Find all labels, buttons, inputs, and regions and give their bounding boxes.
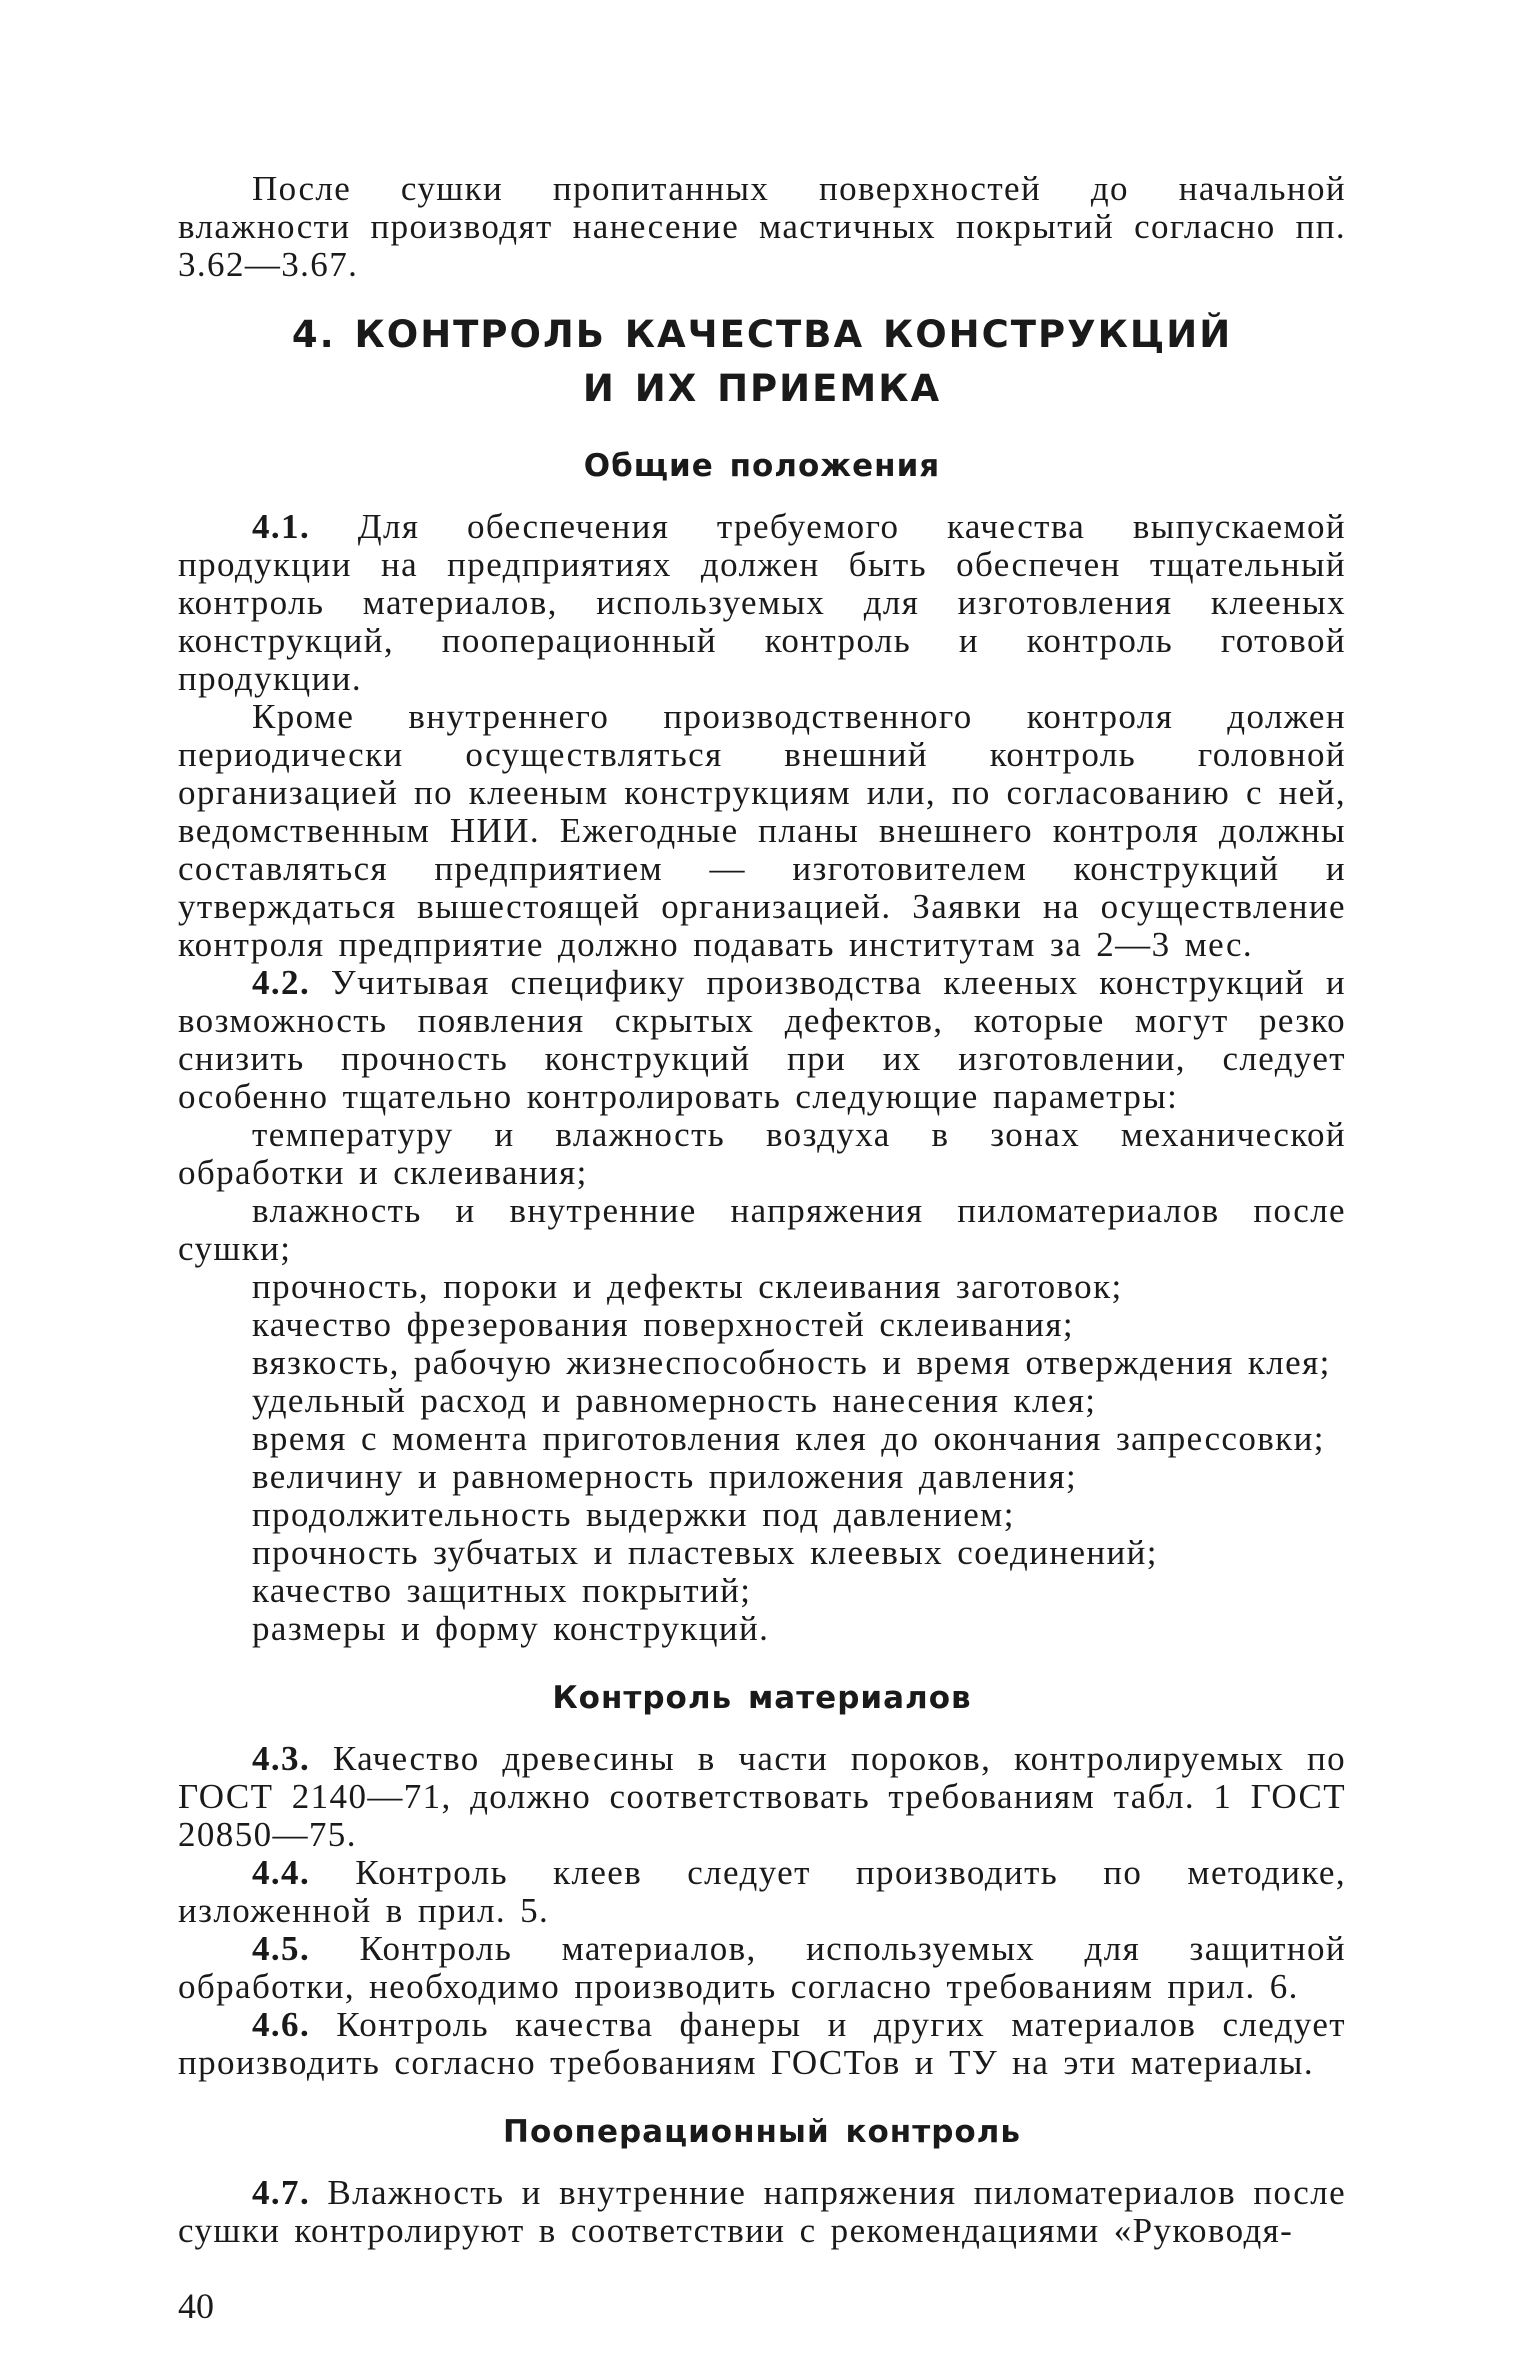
- param-item: прочность зубчатых и пластевых клеевых соединений;: [252, 1533, 1158, 1572]
- param-item: влажность и внутренние напряжения пиломатериалов после сушки;: [178, 1191, 1346, 1268]
- param-item: качество защитных покрытий;: [252, 1571, 752, 1610]
- clause-text: Учитывая специфику производства клееных конструкций и возможность появления скрытых дефектов, которые могут резко снизить прочность конструкций при их изготовлении, следует особенно тщательно контролировать следующие параметры:: [178, 963, 1346, 1116]
- clause-text: Качество древесины в части пороков, контролируемых по ГОСТ 2140—71, должно соответствовать требованиям табл. 1 ГОСТ 20850—75.: [178, 1739, 1346, 1854]
- clause-text: Контроль качества фанеры и других материалов следует производить согласно требованиям ГОСТов и ТУ на эти материалы.: [178, 2005, 1346, 2082]
- clause-number: 4.2.: [252, 963, 311, 1002]
- param-item: удельный расход и равномерность нанесения клея;: [252, 1381, 1097, 1420]
- clause-text: Влажность и внутренние напряжения пиломатериалов после сушки контролируют в соответствии с рекомендациями «Руководя-: [178, 2173, 1346, 2250]
- clause-text: Контроль материалов, используемых для защитной обработки, необходимо производить согласно требованиям прил. 6.: [178, 1929, 1346, 2006]
- paragraph-4-1: [178, 508, 1346, 698]
- page-number: 40: [178, 2286, 214, 2326]
- clause-number: 4.7.: [252, 2173, 311, 2212]
- clause-number: 4.5.: [252, 1929, 311, 1968]
- paragraph-4-6: [178, 2006, 1346, 2082]
- param-item: качество фрезерования поверхностей склеивания;: [252, 1305, 1074, 1344]
- param-item: вязкость, рабочую жизнеспособность и время отверждения клея;: [252, 1343, 1331, 1382]
- paragraph-4-3: [178, 1740, 1346, 1854]
- param-item: продолжительность выдержки под давлением;: [252, 1495, 1015, 1534]
- section-title-line2: И ИХ ПРИЕМКА: [582, 367, 942, 410]
- subheading-materials: Контроль материалов: [552, 1680, 972, 1716]
- page-body: [178, 170, 1346, 2250]
- subheading-operational: Пооперационный контроль: [503, 2114, 1021, 2150]
- intro-paragraph: После сушки пропитанных поверхностей до начальной влажности производят нанесение мастичных покрытий согласно пп. 3.62—3.67.: [178, 169, 1346, 284]
- section-title: [178, 308, 1346, 416]
- paragraph-4-5: [178, 1930, 1346, 2006]
- clause-number: 4.3.: [252, 1739, 311, 1778]
- param-item: величину и равномерность приложения давления;: [252, 1457, 1078, 1496]
- paragraph-4-4: [178, 1854, 1346, 1930]
- clause-text: Контроль клеев следует производить по методике, изложенной в прил. 5.: [178, 1853, 1346, 1930]
- clause-number: 4.6.: [252, 2005, 311, 2044]
- param-item: прочность, пороки и дефекты склеивания заготовок;: [252, 1267, 1123, 1306]
- clause-text: Для обеспечения требуемого качества выпускаемой продукции на предприятиях должен быть обеспечен тщательный контроль материалов, используемых для изготовления клееных конструкций, пооперационный контроль и контроль готовой продукции.: [178, 507, 1346, 698]
- param-item: размеры и форму конструкций.: [252, 1609, 770, 1648]
- param-item: температуру и влажность воздуха в зонах механической обработки и склеивания;: [178, 1115, 1346, 1192]
- clause-number: 4.4.: [252, 1853, 311, 1892]
- paragraph-4-1-continued: Кроме внутреннего производственного контроля должен периодически осуществляться внешний контроль головной организацией по клееным конструкциям или, по согласованию с ней, ведомственным НИИ. Ежегодные планы внешнего контроля должны составляться предприятием — изготовителем конструкций и утверждаться вышестоящей организацией. Заявки на осуществление контроля предприятие должно подавать институтам за 2—3 мес.: [178, 697, 1346, 964]
- subheading-general: Общие положения: [583, 448, 941, 484]
- paragraph-4-2: [178, 964, 1346, 1116]
- clause-number: 4.1.: [252, 507, 311, 546]
- paragraph-4-7: [178, 2174, 1346, 2250]
- section-title-line1: 4. КОНТРОЛЬ КАЧЕСТВА КОНСТРУКЦИЙ: [291, 313, 1233, 356]
- param-item: время с момента приготовления клея до окончания запрессовки;: [252, 1419, 1325, 1458]
